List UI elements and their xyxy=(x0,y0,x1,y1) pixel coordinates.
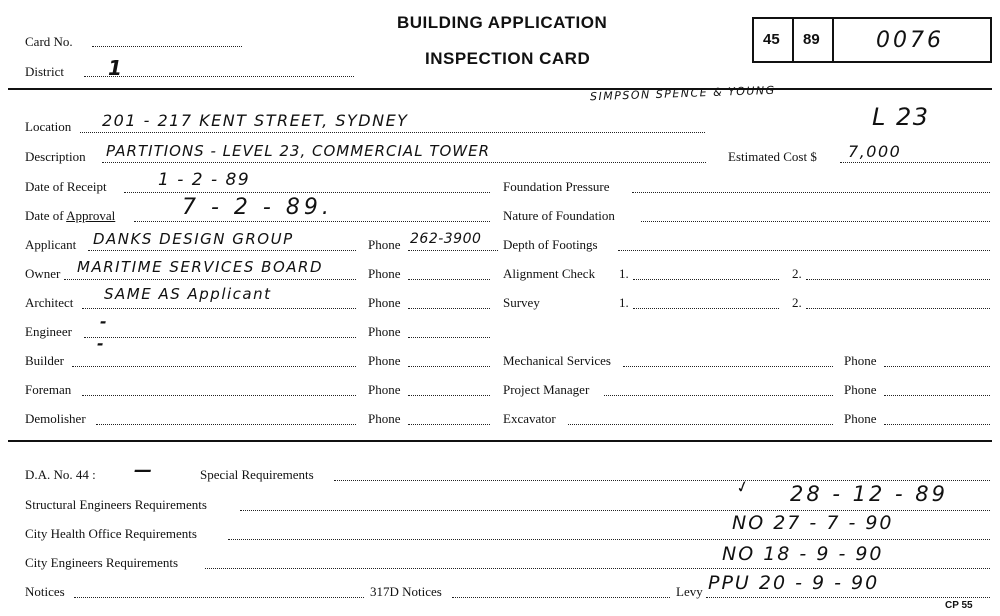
survey-num-1: 1. xyxy=(619,295,629,310)
approval-label xyxy=(25,208,115,224)
special-requirements-label: Special Requirements xyxy=(200,467,314,482)
demolisher-label: Demolisher xyxy=(25,411,86,426)
header-divider xyxy=(8,88,992,90)
card-number-box-3 xyxy=(832,17,992,63)
description-label: Description xyxy=(25,149,86,164)
card-number-part-3: 0076 xyxy=(876,28,944,53)
structural-requirements-label: Structural Engineers Requirements xyxy=(25,497,207,512)
applicant-value: DANKS DESIGN GROUP xyxy=(93,230,294,248)
description-field[interactable] xyxy=(102,162,706,163)
structural-requirements-field[interactable] xyxy=(240,510,990,511)
317d-notices-field[interactable] xyxy=(452,597,670,598)
engineer-value: - xyxy=(100,312,109,331)
mechanical-services-field[interactable] xyxy=(623,366,833,367)
mechanical-services-label: Mechanical Services xyxy=(503,353,611,368)
approval-field[interactable] xyxy=(134,221,490,222)
excavator-phone-field[interactable] xyxy=(884,424,990,425)
receipt-label: Date of Receipt xyxy=(25,179,107,194)
card-title: BUILDING APPLICATION xyxy=(397,13,608,32)
district-label: District xyxy=(25,64,64,79)
builder-value: - xyxy=(97,334,106,353)
depth-of-footings-label: Depth of Footings xyxy=(503,237,598,252)
survey-label: Survey xyxy=(503,295,540,310)
survey-field-1[interactable] xyxy=(633,308,779,309)
levy-label: Levy xyxy=(676,584,703,599)
architect-value: SAME AS Applicant xyxy=(104,285,272,303)
da-no-label: D.A. No. 44 : xyxy=(25,467,96,482)
special-requirements-field[interactable] xyxy=(334,480,990,481)
estimated-cost-value: 7,000 xyxy=(848,142,902,161)
section-divider xyxy=(8,440,992,442)
alignment-check-field-2[interactable] xyxy=(806,279,990,280)
applicant-label: Applicant xyxy=(25,237,77,252)
alignment-check-field-1[interactable] xyxy=(633,279,779,280)
builder-label: Builder xyxy=(25,353,64,368)
applicant-phone-value: 262-3900 xyxy=(410,231,482,247)
owner-label: Owner xyxy=(25,266,61,281)
foreman-field[interactable] xyxy=(82,395,356,396)
city-engineers-requirements-value: NO 18 - 9 - 90 xyxy=(722,543,884,565)
da-no-value: — xyxy=(134,460,154,481)
engineer-phone-field[interactable] xyxy=(408,337,490,338)
builder-phone-field[interactable] xyxy=(408,366,490,367)
estimated-cost-field[interactable] xyxy=(840,162,990,163)
notices-label: Notices xyxy=(25,584,65,599)
receipt-value: 1 - 2 - 89 xyxy=(158,170,251,190)
structural-requirements-value: 28 - 12 - 89 xyxy=(790,482,949,506)
architect-phone-field[interactable] xyxy=(408,308,490,309)
card-no-field[interactable] xyxy=(92,46,242,47)
survey-field-2[interactable] xyxy=(806,308,990,309)
card-number-box-2 xyxy=(792,17,834,63)
foundation-pressure-label: Foundation Pressure xyxy=(503,179,610,194)
foreman-phone-field[interactable] xyxy=(408,395,490,396)
footer-code: CP 55 xyxy=(945,600,973,611)
engineer-label: Engineer xyxy=(25,324,72,339)
foundation-pressure-field[interactable] xyxy=(632,192,990,193)
applicant-phone-label: Phone xyxy=(368,237,401,252)
architect-label: Architect xyxy=(25,295,74,310)
engineer-field[interactable] xyxy=(84,337,356,338)
alignment-check-num-1: 1. xyxy=(619,266,629,281)
receipt-field[interactable] xyxy=(124,192,490,193)
project-manager-field[interactable] xyxy=(604,395,833,396)
owner-field[interactable] xyxy=(64,279,356,280)
card-no-label: Card No. xyxy=(25,34,73,49)
foreman-label: Foreman xyxy=(25,382,72,397)
foreman-phone-label: Phone xyxy=(368,382,401,397)
owner-phone-field[interactable] xyxy=(408,279,490,280)
project-manager-phone-label: Phone xyxy=(844,382,877,397)
health-requirements-label: City Health Office Requirements xyxy=(25,526,197,541)
demolisher-phone-field[interactable] xyxy=(408,424,490,425)
approval-value: 7 - 2 - 89. xyxy=(182,195,333,220)
architect-field[interactable] xyxy=(82,308,356,309)
approval-label-word: Approval xyxy=(66,208,116,223)
annotation-right: L 23 xyxy=(872,103,930,131)
builder-phone-label: Phone xyxy=(368,353,401,368)
alignment-check-label: Alignment Check xyxy=(503,266,596,281)
card-number-box-1 xyxy=(752,17,794,63)
survey-num-2: 2. xyxy=(792,295,802,310)
district-field[interactable] xyxy=(84,76,354,77)
demolisher-phone-label: Phone xyxy=(368,411,401,426)
depth-of-footings-field[interactable] xyxy=(618,250,990,251)
project-manager-label: Project Manager xyxy=(503,382,590,397)
nature-of-foundation-field[interactable] xyxy=(641,221,990,222)
nature-of-foundation-label: Nature of Foundation xyxy=(503,208,615,223)
card-number-part-1: 45 xyxy=(763,31,780,48)
district-value: 1 xyxy=(108,56,124,80)
description-value: PARTITIONS - LEVEL 23, COMMERCIAL TOWER xyxy=(106,142,491,160)
owner-value: MARITIME SERVICES BOARD xyxy=(77,258,324,276)
excavator-phone-label: Phone xyxy=(844,411,877,426)
levy-value: PPU 20 - 9 - 90 xyxy=(708,572,880,594)
city-engineers-requirements-label: City Engineers Requirements xyxy=(25,555,179,570)
317d-notices-label: 317D Notices xyxy=(370,584,442,599)
estimated-cost-label: Estimated Cost $ xyxy=(728,149,817,164)
city-engineers-requirements-field[interactable] xyxy=(205,568,990,569)
excavator-label: Excavator xyxy=(503,411,556,426)
mechanical-services-phone-label: Phone xyxy=(844,353,877,368)
builder-field[interactable] xyxy=(72,366,356,367)
owner-phone-label: Phone xyxy=(368,266,401,281)
applicant-field[interactable] xyxy=(88,250,356,251)
levy-field[interactable] xyxy=(706,597,990,598)
structural-check-mark: ✓ xyxy=(733,475,754,498)
location-field[interactable] xyxy=(80,132,705,133)
card-number-part-2: 89 xyxy=(803,31,820,48)
location-label: Location xyxy=(25,119,72,134)
applicant-phone-field[interactable] xyxy=(408,250,498,251)
health-requirements-field[interactable] xyxy=(228,539,990,540)
health-requirements-value: NO 27 - 7 - 90 xyxy=(732,512,894,534)
location-value: 201 - 217 KENT STREET, SYDNEY xyxy=(102,111,409,130)
card-subtitle: INSPECTION CARD xyxy=(425,49,591,68)
alignment-check-num-2: 2. xyxy=(792,266,802,281)
demolisher-field[interactable] xyxy=(96,424,356,425)
project-manager-phone-field[interactable] xyxy=(884,395,990,396)
annotation-top: SIMPSON SPENCE & YOUNG xyxy=(589,83,776,104)
engineer-phone-label: Phone xyxy=(368,324,401,339)
mechanical-services-phone-field[interactable] xyxy=(884,366,990,367)
excavator-field[interactable] xyxy=(568,424,833,425)
approval-label-prefix: Date of xyxy=(25,208,67,223)
architect-phone-label: Phone xyxy=(368,295,401,310)
notices-field[interactable] xyxy=(74,597,364,598)
